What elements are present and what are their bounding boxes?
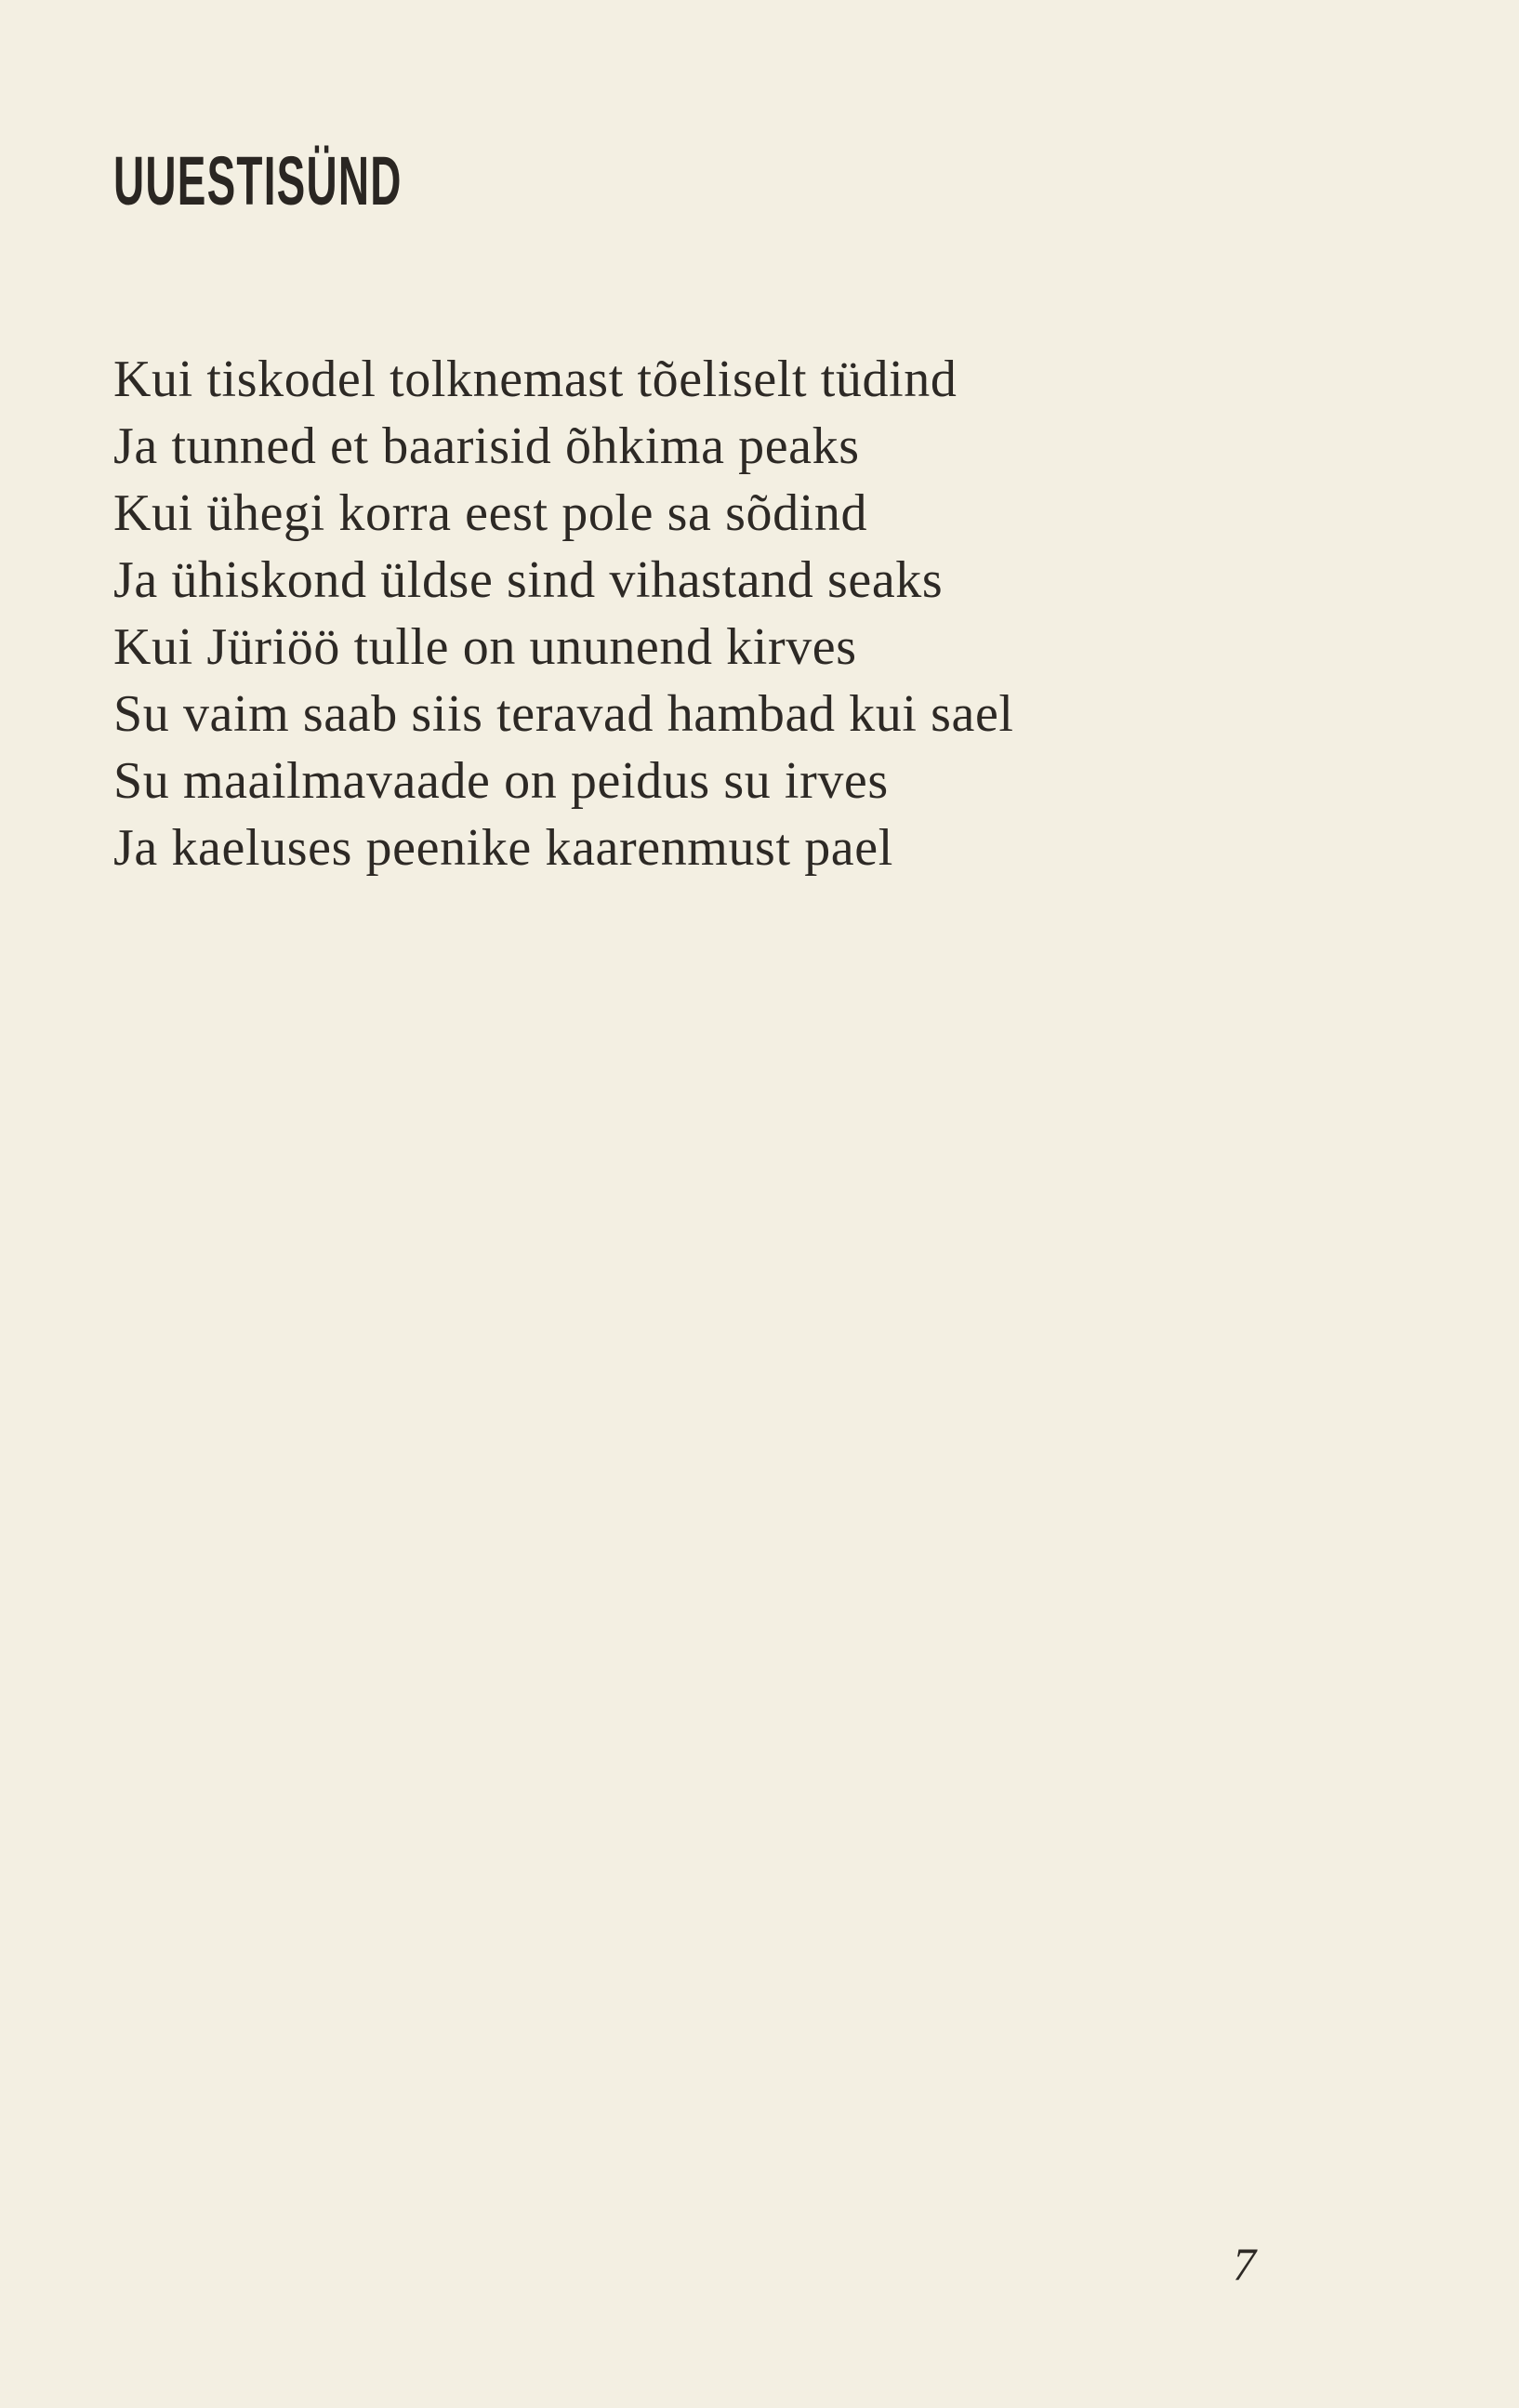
poem-line-2: Ja tunned et baarisid õhkima peaks [113, 417, 860, 475]
poem-line-5: Kui Jüriöö tulle on ununend kirves [113, 618, 857, 676]
poem-line-4: Ja ühiskond üldse sind vihastand seaks [113, 551, 944, 609]
poem-title: UUESTISÜND [113, 142, 403, 219]
poem-line-1: Kui tiskodel tolknemast tõeliselt tüdind [113, 351, 958, 408]
poem-line-8: Ja kaeluses peenike kaarenmust pael [113, 819, 893, 877]
page-number: 7 [1233, 2238, 1256, 2290]
poem-line-6: Su vaim saab siis teravad hambad kui sael [113, 685, 1014, 743]
poem-line-3: Kui ühegi korra eest pole sa sõdind [113, 484, 868, 542]
poem-line-7: Su maailmavaade on peidus su irves [113, 752, 889, 810]
poem-body [113, 346, 1014, 881]
